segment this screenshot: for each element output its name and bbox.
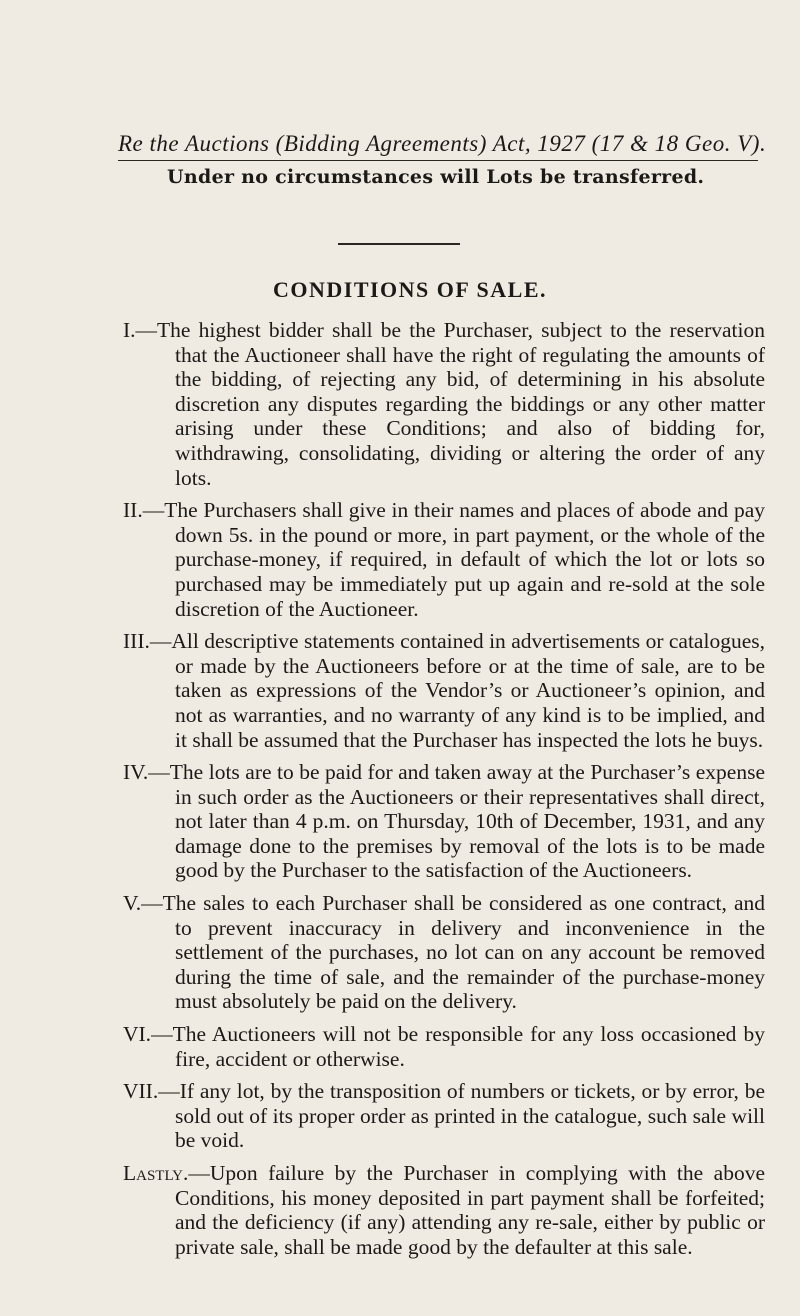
condition-number: V. [123,891,142,916]
condition-text: If any lot, by the transposition of numbers or tickets, or by error, be sold out of its proper order as printed in the catalogue, such sale will be void. [175,1079,765,1153]
condition-number: VI. [123,1022,152,1047]
condition-text: The highest bidder shall be the Purchaser, subject to the reservation that the Auctioneer shall have the right of regulating the amounts of the bidding, of rejecting any bid, of determining in his absolute discretion any disputes regarding the biddings or any other matter arising under these Conditions; and also of bidding for, withdrawing, consolidating, dividing or altering the order of any lots. [157,318,765,490]
condition-3: III.—All descriptive statements contained in advertisements or catalogues, or made by the Auctioneers before or at the time of sale, are to be taken as expressions of the Vendor’s or Auctioneer’s opinion, and not as warranties, and no warranty of any kind is to be implied, and it shall be assumed that the Purchaser has inspected the lots he buys. [123,629,765,752]
conditions-list [123,318,765,1267]
condition-lastly: Lastly.—Upon failure by the Purchaser in complying with the above Conditions, his money deposited in part payment shall be forfeited; and the deficiency (if any) attending any re-sale, either by public or private sale, shall be made good by the defaulter at this sale. [123,1161,765,1259]
condition-text: All descriptive statements contained in advertisements or catalogues, or made by the Auctioneers before or at the time of sale, are to be taken as expressions of the Vendor’s or Auctioneer’s opinion, and not as warranties, and no warranty of any kind is to be implied, and it shall be assumed that the Purchaser has inspected the lots he buys. [171,629,765,752]
condition-number: I. [123,318,136,342]
condition-2: II.—The Purchasers shall give in their names and places of abode and pay down 5s. in the pound or more, in part payment, or the whole of the purchase-money, if required, in default of which the lot or lots so purchased may be immediately put up again and re-sold at the sole discretion of the Auctioneer. [123,498,765,621]
condition-1: I.—The highest bidder shall be the Purchaser, subject to the reservation that the Auctioneer shall have the right of regulating the amounts of the bidding, of rejecting any bid, of determining in his absolute discretion any disputes regarding the biddings or any other matter arising under these Conditions; and also of bidding for, withdrawing, consolidating, dividing or altering the order of any lots. [123,318,765,490]
condition-6: VI.—The Auctioneers will not be responsible for any loss occasioned by fire, accident or otherwise. [123,1022,765,1071]
act-title: Re the Auctions (Bidding Agreements) Act, 1927 (17 & 18 Geo. V). [118,131,758,161]
condition-text: Upon failure by the Purchaser in complying with the above Conditions, his money deposited in part payment shall be forfeited; and the deficiency (if any) attending any re-sale, either by public or private sale, shall be made good by the defaulter at this sale. [175,1161,765,1259]
condition-number: IV. [123,760,149,785]
condition-number: III. [123,629,150,654]
condition-4: IV.—The lots are to be paid for and taken away at the Purchaser’s expense in such order as the Auctioneers or their representatives shall direct, not later than 4 p.m. on Thursday, 10th of December, 1931, and any damage done to the premises by removal of the lots is to be made good by the Purchaser to the satisfaction of the Auctioneers. [123,760,765,883]
transfer-notice: Under no circumstances will Lots be transferred. [167,166,705,188]
condition-number: II. [123,498,143,523]
condition-number: Lastly. [123,1161,189,1185]
condition-5: V.—The sales to each Purchaser shall be considered as one contract, and to prevent inaccuracy in delivery and inconvenience in the settlement of the purchases, no lot can on any account be removed during the time of sale, and the remainder of the purchase-money must absolutely be paid on the delivery. [123,891,765,1014]
condition-number: VII. [123,1079,159,1104]
page-title: CONDITIONS OF SALE. [272,277,547,302]
condition-text: The Auctioneers will not be responsible for any loss occasioned by fire, accident or otherwise. [172,1022,765,1071]
condition-text: The Purchasers shall give in their names and places of abode and pay down 5s. in the pound or more, in part payment, or the whole of the purchase-money, if required, in default of which the lot or lots so purchased may be immediately put up again and re-sold at the sole discretion of the Auctioneer. [164,498,765,621]
condition-text: The sales to each Purchaser shall be considered as one contract, and to prevent inaccuracy in delivery and inconvenience in the settlement of the purchases, no lot can on any account be removed during the time of sale, and the remainder of the purchase-money must absolutely be paid on the delivery. [162,891,765,1014]
condition-7: VII.—If any lot, by the transposition of numbers or tickets, or by error, be sold out of its proper order as printed in the catalogue, such sale will be void. [123,1079,765,1153]
condition-text: The lots are to be paid for and taken away at the Purchaser’s expense in such order as the Auctioneers or their representatives shall direct, not later than 4 p.m. on Thursday, 10th of December, 1931, and any damage done to the premises by removal of the lots is to be made good by the Purchaser to the satisfaction of the Auctioneers. [169,760,765,883]
divider-rule [338,243,460,245]
